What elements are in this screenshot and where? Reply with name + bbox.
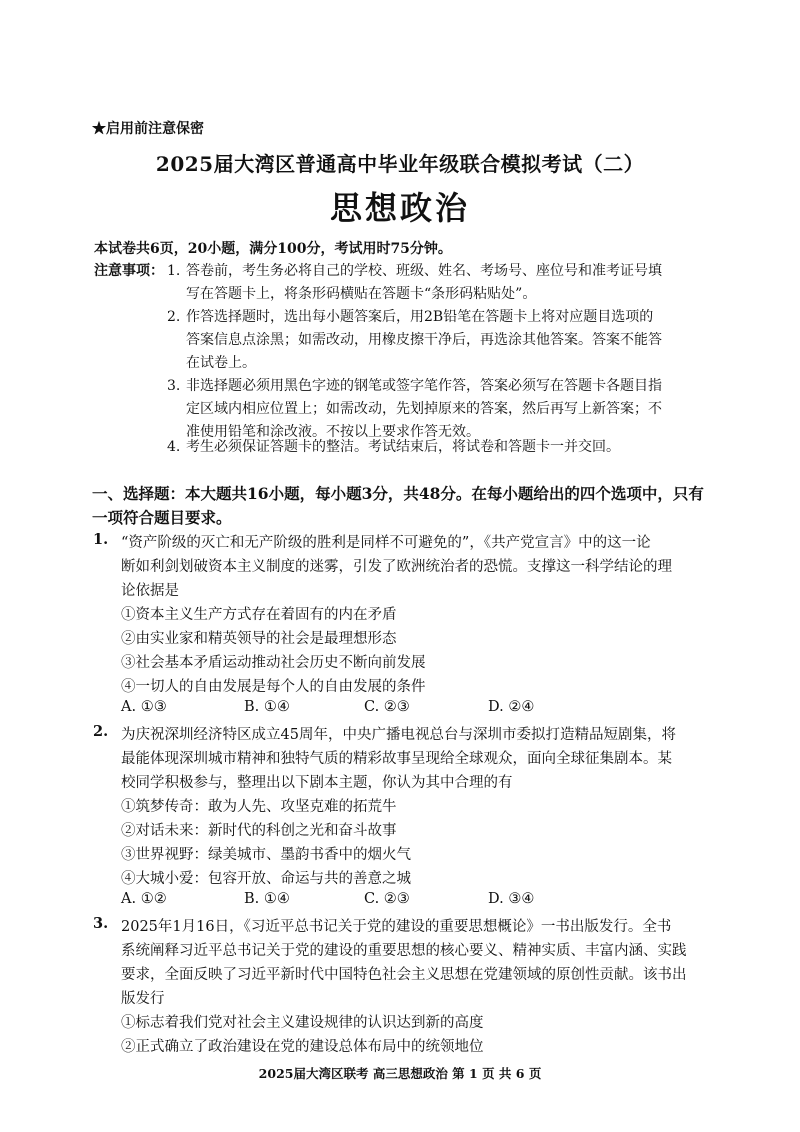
option-b: B. ①④ bbox=[244, 891, 290, 907]
subject-title: 思想政治 bbox=[329, 189, 470, 227]
exam-title: 2025届大湾区普通高中毕业年级联合模拟考试（二） bbox=[155, 152, 645, 176]
option-d: D. ②④ bbox=[488, 699, 535, 715]
note-line: 作答选择题时，选出每小题答案后，用2B铅笔在答题卡上将对应题目选项的 bbox=[186, 309, 654, 325]
statement: ③社会基本矛盾运动推动社会历史不断向前发展 bbox=[121, 655, 426, 671]
question-stem-line: 系统阐释习近平总书记关于党的建设的重要思想的核心要义、精神实质、丰富内涵、实践 bbox=[121, 943, 687, 959]
question-stem-line: 版发行 bbox=[121, 991, 165, 1007]
option-c: C. ②③ bbox=[364, 699, 410, 715]
note-line: 答案信息点涂黑；如需改动，用橡皮擦干净后，再选涂其他答案。答案不能答 bbox=[186, 332, 662, 348]
question-number: 3. bbox=[93, 915, 109, 932]
notes-label: 注意事项： bbox=[94, 263, 164, 279]
note-line: 定区域内相应位置上；如需改动，先划掉原来的答案，然后再写上新答案；不 bbox=[186, 401, 662, 417]
section-heading-line: 一项符合题目要求。 bbox=[92, 508, 232, 527]
note-number: 1. bbox=[167, 263, 181, 279]
statement: ④大城小爱：包容开放、命运与共的善意之城 bbox=[121, 871, 411, 887]
option-c: C. ②③ bbox=[364, 891, 410, 907]
option-a: A. ①③ bbox=[121, 699, 167, 715]
page-footer: 2025届大湾区联考 高三思想政治 第 1 页 共 6 页 bbox=[258, 1066, 542, 1081]
statement: ②正式确立了政治建设在党的建设总体布局中的统领地位 bbox=[121, 1039, 484, 1055]
question-stem-line: 要求，全面反映了习近平新时代中国特色社会主义思想在党建领域的原创性贡献。该书出 bbox=[121, 967, 687, 983]
exam-info: 本试卷共6页，20小题，满分100分，考试用时75分钟。 bbox=[94, 241, 452, 257]
section-heading-line: 一、选择题：本大题共16小题，每小题3分，共48分。在每小题给出的四个选项中，只有 bbox=[92, 484, 704, 503]
confidential-mark: ★启用前注意保密 bbox=[92, 121, 204, 137]
statement: ①资本主义生产方式存在着固有的内在矛盾 bbox=[121, 607, 397, 623]
note-line: 考生必须保证答题卡的整洁。考试结束后，将试卷和答题卡一并交回。 bbox=[186, 439, 620, 455]
note-number: 2. bbox=[167, 309, 181, 325]
question-number: 2. bbox=[93, 723, 109, 740]
question-stem-line: 校同学积极参与，整理出以下剧本主题，你认为其中合理的有 bbox=[121, 775, 513, 791]
note-line: 在试卷上。 bbox=[186, 355, 256, 371]
question-stem-line: 论依据是 bbox=[121, 583, 179, 599]
note-number: 4. bbox=[167, 439, 181, 455]
option-a: A. ①② bbox=[121, 891, 167, 907]
note-line: 准使用铅笔和涂改液。不按以上要求作答无效。 bbox=[186, 424, 480, 440]
statement: ②由实业家和精英领导的社会是最理想形态 bbox=[121, 631, 397, 647]
note-line: 非选择题必须用黑色字迹的钢笔或签字笔作答，答案必须写在答题卡各题目指 bbox=[186, 378, 662, 394]
option-d: D. ③④ bbox=[488, 891, 535, 907]
statement: ①筑梦传奇：敢为人先、攻坚克难的拓荒牛 bbox=[121, 799, 397, 815]
statement: ③世界视野：绿美城市、墨韵书香中的烟火气 bbox=[121, 847, 411, 863]
question-stem-line: 为庆祝深圳经济特区成立45周年，中央广播电视总台与深圳市委拟打造精品短剧集，将 bbox=[121, 727, 676, 743]
note-number: 3. bbox=[167, 378, 181, 394]
question-stem-line: “资产阶级的灭亡和无产阶级的胜利是同样不可避免的”，《共产党宣言》中的这一论 bbox=[121, 535, 651, 551]
question-number: 1. bbox=[93, 531, 109, 548]
statement: ①标志着我们党对社会主义建设规律的认识达到新的高度 bbox=[121, 1015, 484, 1031]
note-line: 答卷前，考生务必将自己的学校、班级、姓名、考场号、座位号和准考证号填 bbox=[186, 263, 662, 279]
question-stem-line: 2025年1月16日，《习近平总书记关于党的建设的重要思想概论》一书出版发行。全书 bbox=[121, 919, 672, 935]
statement: ②对话未来：新时代的科创之光和奋斗故事 bbox=[121, 823, 397, 839]
statement: ④一切人的自由发展是每个人的自由发展的条件 bbox=[121, 679, 426, 695]
note-line: 写在答题卡上，将条形码横贴在答题卡“条形码粘贴处”。 bbox=[186, 286, 537, 302]
option-b: B. ①④ bbox=[244, 699, 290, 715]
question-stem-line: 最能体现深圳城市精神和独特气质的精彩故事呈现给全球观众，面向全球征集剧本。某 bbox=[121, 751, 672, 767]
question-stem-line: 断如利剑划破资本主义制度的迷雾，引发了欧洲统治者的恐慌。支撑这一科学结论的理 bbox=[121, 559, 672, 575]
